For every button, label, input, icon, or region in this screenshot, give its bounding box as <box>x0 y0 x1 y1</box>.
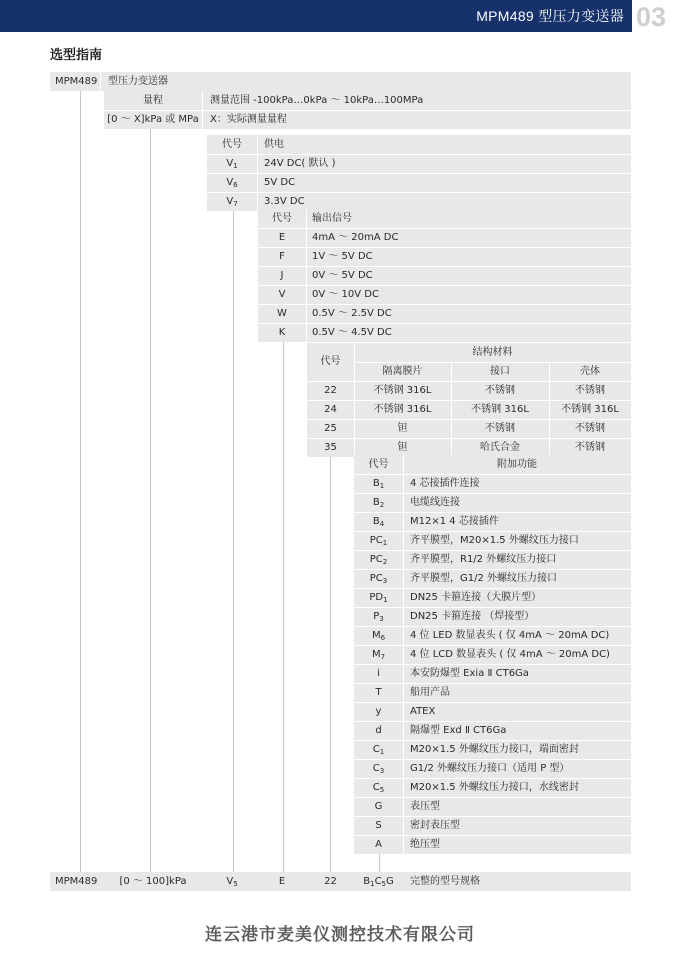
material-header-code: 代号 <box>320 356 341 367</box>
output-label: 0.5V ～ 2.5V DC <box>312 308 392 319</box>
addon-code: y <box>375 706 382 717</box>
guide-line <box>283 342 284 872</box>
output-code: K <box>278 327 286 338</box>
addon-code: $PD_1$ <box>369 592 388 604</box>
page-number: 03 <box>636 2 667 32</box>
material-header-label: 结构材料 <box>472 347 513 358</box>
guide-line <box>379 854 380 872</box>
addon-label: 表压型 <box>410 801 440 812</box>
addon-code: $B_2$ <box>372 497 385 509</box>
addon-code: $M_6$ <box>371 630 386 642</box>
addon-label: DN25 卡箍连接 （焊接型） <box>410 611 535 622</box>
material-subheader: 接口 <box>490 366 510 377</box>
company-name: 连云港市麦美仪测控技术有限公司 <box>205 925 475 945</box>
addon-label: ATEX <box>410 706 436 717</box>
output-label: 4mA ～ 20mA DC <box>312 232 399 243</box>
material-cell: 不锈钢 <box>575 385 605 396</box>
material-cell: 钽 <box>397 442 408 453</box>
example-material-code: 22 <box>324 876 337 887</box>
addon-code: $C_5$ <box>372 782 385 794</box>
addon-label: M12×1 4 芯接插件 <box>410 516 499 527</box>
addon-label: 4 位 LCD 数显表头 ( 仅 4mA ～ 20mA DC) <box>410 649 610 660</box>
column-divider <box>403 455 404 854</box>
addon-code: i <box>377 668 380 679</box>
addon-code: A <box>375 839 382 850</box>
guide-line <box>150 129 151 872</box>
material-code: 22 <box>324 385 337 396</box>
addon-code: $C_3$ <box>372 763 385 775</box>
output-code: V <box>278 289 286 300</box>
material-code: 25 <box>324 423 337 434</box>
model-code: MPM489 <box>55 76 98 87</box>
output-code: W <box>277 308 287 319</box>
output-label: 0V ～ 10V DC <box>312 289 379 300</box>
column-divider <box>202 91 203 129</box>
example-output-code: E <box>278 876 286 887</box>
addon-code: $M_7$ <box>371 649 386 661</box>
material-subheader: 壳体 <box>580 366 600 377</box>
output-label: 0.5V ～ 4.5V DC <box>312 327 392 338</box>
guide-line <box>233 211 234 872</box>
range-code: [0 ～ X]kPa 或 MPa <box>107 114 199 125</box>
addon-code: $C_1$ <box>372 744 385 756</box>
power-header-code: 代号 <box>222 139 242 150</box>
material-code: 24 <box>324 404 337 415</box>
material-subheader: 隔离膜片 <box>382 366 423 377</box>
example-model: MPM489 <box>55 876 98 887</box>
addon-label: 电缆线连接 <box>410 497 460 508</box>
power-label: 3.3V DC <box>264 196 305 207</box>
material-cell: 钽 <box>397 423 408 434</box>
material-cell: 不锈钢 <box>485 423 515 434</box>
model-name: 型压力变送器 <box>108 76 168 87</box>
power-label: 5V DC <box>264 177 296 188</box>
section-title: 选型指南 <box>50 48 103 63</box>
material-code: 35 <box>324 442 337 453</box>
addon-label: M20×1.5 外螺纹压力接口，水线密封 <box>410 782 579 793</box>
material-cell: 不锈钢 316L <box>561 404 619 415</box>
material-cell: 不锈钢 316L <box>373 385 432 396</box>
example-addon-codes: $B_1C_5G$ <box>363 876 394 888</box>
power-code: $V_7$ <box>226 196 238 208</box>
addon-header-code: 代号 <box>368 459 389 470</box>
range-code-description: X：实际测量量程 <box>210 114 287 125</box>
addon-label: 本安防爆型 Exia Ⅱ CT6Ga <box>410 668 529 679</box>
power-label: 24V DC( 默认 ) <box>264 158 336 169</box>
addon-label: 4 位 LED 数显表头 ( 仅 4mA ～ 20mA DC) <box>410 630 610 641</box>
addon-label: 齐平膜型，M20×1.5 外螺纹压力接口 <box>410 535 579 546</box>
addon-code: d <box>375 725 382 736</box>
material-cell: 不锈钢 316L <box>373 404 432 415</box>
addon-code: S <box>375 820 382 831</box>
output-code: E <box>278 232 286 243</box>
range-description: 测量范围 -100kPa…0kPa ～ 10kPa…100MPa <box>210 95 424 106</box>
output-label: 0V ～ 5V DC <box>312 270 373 281</box>
addon-code: $P_3$ <box>373 611 384 623</box>
output-code: J <box>280 270 284 281</box>
output-code: F <box>279 251 285 262</box>
addon-label: 齐平膜型，G1/2 外螺纹压力接口 <box>410 573 558 584</box>
addon-code: $PC_2$ <box>369 554 388 566</box>
column-divider <box>100 72 101 91</box>
addon-label: G1/2 外螺纹压力接口（适用 P 型） <box>410 763 570 774</box>
guide-line <box>330 457 331 872</box>
power-header-label: 供电 <box>264 139 284 150</box>
output-label: 1V ～ 5V DC <box>312 251 373 262</box>
addon-label: DN25 卡箍连接（大膜片型） <box>410 592 542 603</box>
example-power-code: $V_5$ <box>226 876 238 888</box>
power-code: $V_1$ <box>226 158 238 170</box>
addon-label: M20×1.5 外螺纹压力接口，端面密封 <box>410 744 579 755</box>
output-header-code: 代号 <box>272 213 292 224</box>
output-header-label: 输出信号 <box>312 213 352 224</box>
material-cell: 哈氏合金 <box>480 442 520 453</box>
material-cell: 不锈钢 <box>575 423 605 434</box>
range-header: 量程 <box>143 95 163 106</box>
addon-label: 齐平膜型，R1/2 外螺纹压力接口 <box>410 554 557 565</box>
addon-label: 4 芯接插件连接 <box>410 478 480 489</box>
addon-label: 密封表压型 <box>410 820 460 831</box>
addon-code: T <box>375 687 382 698</box>
addon-code: G <box>374 801 383 812</box>
addon-header-label: 附加功能 <box>497 459 537 470</box>
addon-code: $B_4$ <box>372 516 385 528</box>
material-cell: 不锈钢 316L <box>471 404 529 415</box>
addon-label: 绝压型 <box>410 839 440 850</box>
addon-code: $PC_3$ <box>369 573 388 585</box>
addon-label: 船用产品 <box>410 687 450 698</box>
example-label: 完整的型号规格 <box>410 876 480 887</box>
power-code: $V_6$ <box>226 177 238 189</box>
material-cell: 不锈钢 <box>575 442 605 453</box>
addon-code: $B_1$ <box>372 478 385 490</box>
guide-line <box>80 91 81 872</box>
addon-code: $PC_1$ <box>369 535 388 547</box>
addon-label: 隔爆型 Exd Ⅱ CT6Ga <box>410 725 507 736</box>
header-title: MPM489 型压力变送器 <box>476 8 624 24</box>
example-range: [0 ～ 100]kPa <box>119 876 187 887</box>
material-cell: 不锈钢 <box>485 385 515 396</box>
